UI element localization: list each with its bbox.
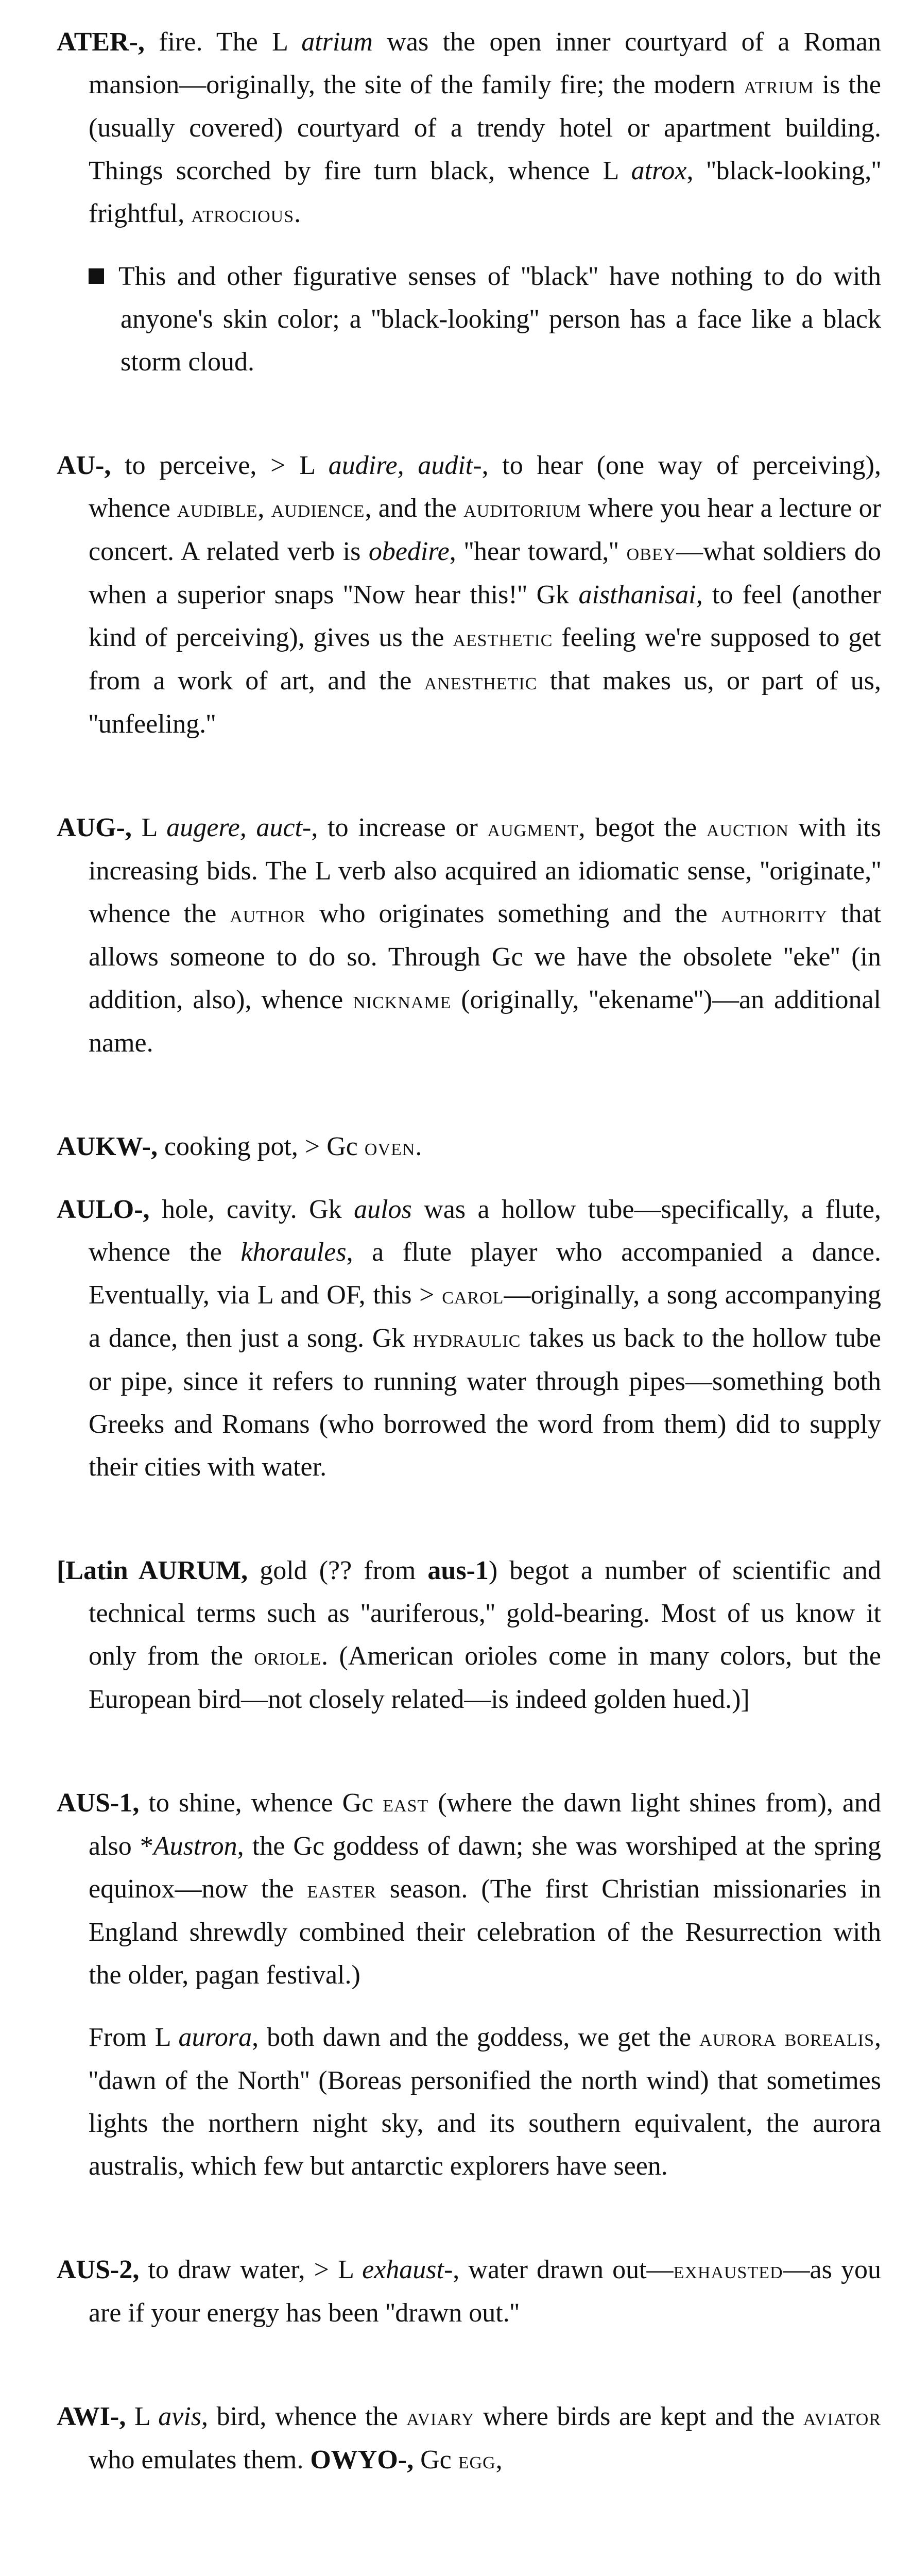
entry-aus-2: AUS-2, to draw water, > L exhaust-, water drawn out—exhausted—as you are if your energy has been ''drawn out.'' [57,2255,881,2328]
entry-aus-1-paragraph-2: From L aurora, both dawn and the goddess, we get the aurora borealis, ''dawn of the North'' (Boreas personified the north wind) that sometimes lights the northern night sky, and its southern equivalent, the aurora australis, which few but antarctic explorers have seen. [89,2023,881,2181]
headword: AU-, [57,451,111,480]
headword: AUS-1, [57,1788,140,1818]
headword: AWI-, [57,2402,126,2431]
entry-au: AU-, to perceive, > L audire, audit-, to hear (one way of perceiving), whence audible, audience, and the auditorium where you hear a lecture or concert. A related verb is obedire, ''hear toward,'' obey—what soldiers do when a superior snaps ''Now hear this!'' Gk aisthanisai, to feel (another kind of perceiving), gives us the aesthetic feeling we're supposed to get from a work of art, and the anesthetic that makes us, or part of us, ''unfeeling.'' [57,451,881,739]
entry-aukw: AUKW-, cooking pot, > Gc oven. [57,1132,422,1161]
entry-aus-1: AUS-1, to shine, whence Gc east (where the dawn light shines from), and also *Austron, the Gc goddess of dawn; she was worshiped at the spring equinox—now the easter season. (The first Christian missionaries in England shrewdly combined their celebration of the Resurrection with the older, pagan festival.) [57,1788,882,1990]
entry-ater: ATER-, fire. The L atrium was the open inner courtyard of a Roman mansion—originally, the site of the family fire; the modern atrium is the (usually covered) courtyard of a trendy hotel or apartment building. Things scorched by fire turn black, whence L atrox, ''black-looking,'' frightful, atrocious. [57,27,882,228]
headword: AUG-, [57,813,132,842]
headword: [Latin AURUM, [57,1556,248,1585]
entry-latin-aurum: [Latin AURUM, gold (?? from aus-1) begot a number of scientific and technical terms such as ''auriferous,'' gold-bearing. Most of us know it only from the oriole. (American orioles come in many colors, but the European bird—not closely related—is indeed golden hued.)] [57,1556,882,1714]
headword: AUKW-, [57,1132,158,1161]
headword: OWYO-, [310,2445,414,2475]
usage-note [57,255,881,383]
square-bullet-icon [89,268,104,284]
entry-awi: AWI-, L avis, bird, whence the aviary where birds are kept and the aviator who emulates them. OWYO-, Gc egg, [57,2402,881,2475]
entry-aulo: AULO-, hole, cavity. Gk aulos was a hollow tube—specifically, a flute, whence the khoraules, a flute player who accompanied a dance. Eventually, via L and OF, this > carol—originally, a song accompanying a dance, then just a song. Gk hydraulic takes us back to the hollow tube or pipe, since it refers to running water through pipes—something both Greeks and Romans (who borrowed the word from them) did to supply their cities with water. [57,1195,881,1482]
note-text: This and other figurative senses of ''black'' have nothing to do with anyone's skin color; a ''black-looking'' person has a face like a black storm cloud. [89,255,881,383]
headword: ATER-, [57,27,145,57]
headword: AULO-, [57,1195,150,1224]
entry-aug: AUG-, L augere, auct-, to increase or augment, begot the auction with its increasing bids. The L verb also acquired an idiomatic sense, ''originate,'' whence the author who originates something and the authority that allows someone to do so. Through Gc we have the obsolete ''eke'' (in addition, also), whence nickname (originally, ''ekename'')—an additional name. [57,813,882,1058]
headword: AUS-2, [57,2255,140,2284]
